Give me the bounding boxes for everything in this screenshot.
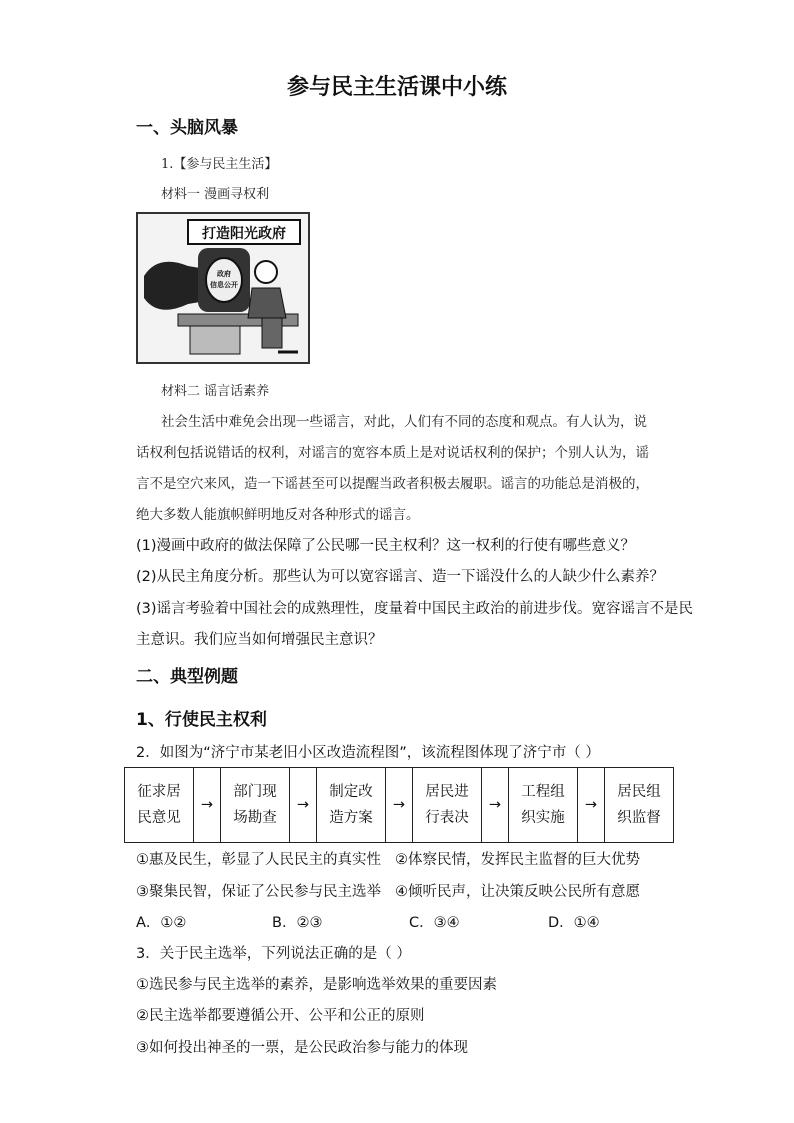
section-heading-examples: 二、典型例题	[136, 667, 238, 687]
q2-statement-1: ①惠及民生，彰显了人民民主的真实性	[136, 852, 381, 868]
flow-arrow-icon: →	[578, 768, 605, 843]
cartoon-banner-text: 打造阳光政府	[202, 226, 286, 242]
q2-statement-4: ④倾听民声，让决策反映公民所有意愿	[395, 884, 640, 900]
q2-statement-2: ②体察民情，发挥民主监督的巨大优势	[395, 852, 640, 868]
material-2-line-2: 话权利包括说错话的权利，对谣言的宽容本质上是对说话权利的保护；个别人认为，谣	[136, 445, 649, 461]
subsection-heading-rights: 1、行使民主权利	[136, 710, 267, 730]
question-2-stem: 2．如图为“济宁市某老旧小区改造流程图”，该流程图体现了济宁市（ ）	[136, 745, 600, 761]
material-2-line-1: 社会生活中难免会出现一些谣言，对此，人们有不同的态度和观点。有人认为，说	[161, 414, 647, 430]
q3-statement-2: ②民主选举都要遵循公开、公平和公正的原则	[136, 1008, 425, 1024]
flow-arrow-icon: →	[386, 768, 413, 843]
flow-arrow-icon: →	[482, 768, 509, 843]
q2-statement-3: ③聚集民智，保证了公民参与民主选举	[136, 884, 381, 900]
q2-option-a[interactable]: A．①②	[136, 915, 187, 931]
page-title: 参与民主生活课中小练	[286, 75, 507, 100]
material-1-label: 材料一 漫画寻权利	[161, 187, 270, 202]
q2-option-d[interactable]: D．①④	[548, 915, 600, 931]
material-2-label: 材料二 谣言话素养	[161, 384, 270, 399]
flow-step-6: 居民组 织监督	[605, 768, 674, 843]
flow-step-5: 工程组 织实施	[509, 768, 578, 843]
flow-step-2: 部门现 场勘查	[221, 768, 290, 843]
material-2-line-4: 绝大多数人能旗帜鲜明地反对各种形式的谣言。	[136, 507, 420, 523]
flow-arrow-icon: →	[194, 768, 221, 843]
q3-statement-1: ①选民参与民主选举的素养，是影响选举效果的重要因素	[136, 977, 497, 993]
sub-question-2: (2)从民主角度分析。那些认为可以宽容谣言、造一下谣没什么的人缺少什么素养？	[136, 569, 665, 585]
sub-question-3-line-2: 主意识。我们应当如何增强民主意识？	[136, 632, 383, 648]
flow-step-1: 征求居 民意见	[125, 768, 194, 843]
question-1-label: 1.【参与民主生活】	[161, 157, 278, 172]
material-2-line-3: 言不是空穴来风，造一下谣甚至可以提醒当政者积极去履职。谣言的功能总是消极的，	[136, 476, 649, 492]
section-heading-brainstorm: 一、头脑风暴	[136, 118, 238, 138]
q2-option-c[interactable]: C．③④	[409, 915, 460, 931]
flow-step-4: 居民进 行表决	[413, 768, 482, 843]
flow-chart-table	[124, 767, 674, 843]
cartoon-illustration	[138, 214, 308, 362]
cartoon-screen-text-2: 信息公开	[210, 281, 238, 289]
sub-question-3-line-1: (3)谣言考验着中国社会的成熟理性，度量着中国民主政治的前进步伐。宽容谣言不是民	[136, 601, 694, 617]
cartoon-image	[136, 212, 310, 364]
q3-statement-3: ③如何投出神圣的一票，是公民政治参与能力的体现	[136, 1040, 468, 1056]
flow-arrow-icon: →	[290, 768, 317, 843]
question-3-stem: 3．关于民主选举，下列说法正确的是（ ）	[136, 946, 411, 962]
q2-option-b[interactable]: B．②③	[272, 915, 323, 931]
sub-question-1: (1)漫画中政府的做法保障了公民哪一民主权利？这一权利的行使有哪些意义？	[136, 538, 636, 554]
flow-step-3: 制定改 造方案	[317, 768, 386, 843]
cartoon-screen-text-1: 政府	[217, 270, 231, 278]
